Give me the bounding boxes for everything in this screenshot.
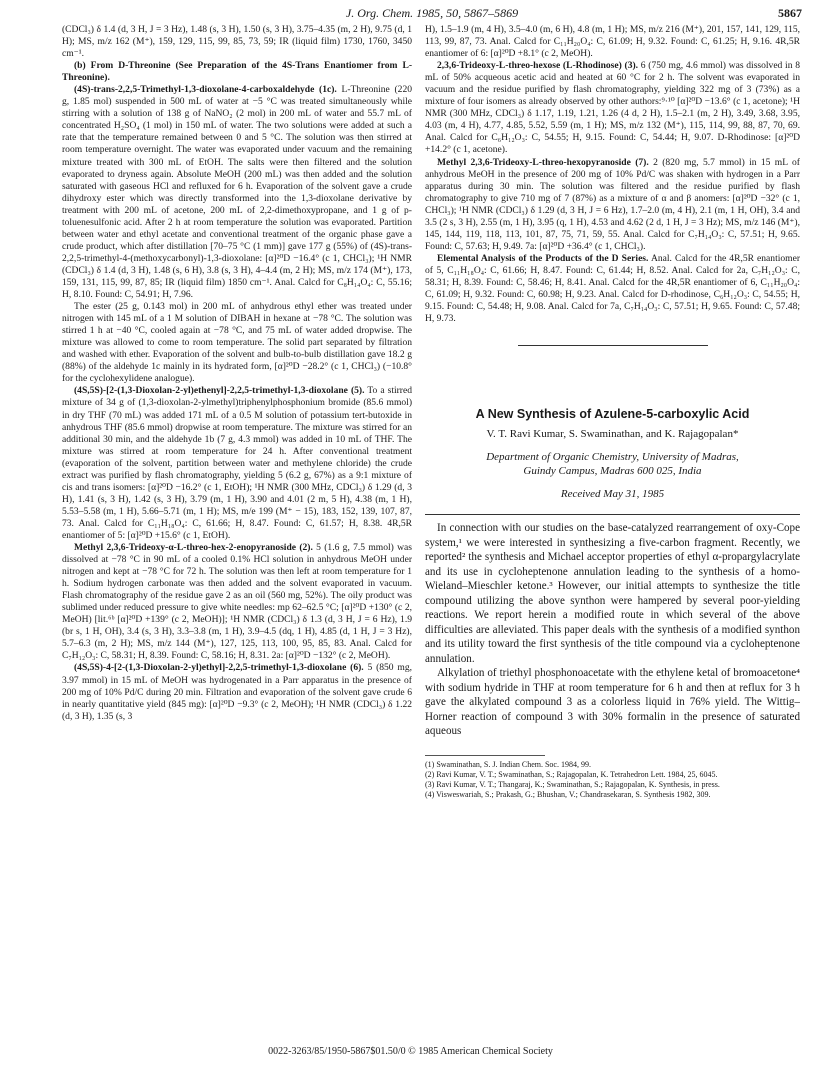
experimental-continuation <box>425 24 800 325</box>
affiliation-line: Department of Organic Chemistry, University of Madras, <box>486 451 739 464</box>
copyright-footer: 0022-3263/85/1950-5867$01.50/0 © 1985 American Chemical Society <box>268 1046 553 1057</box>
affiliation-line: Guindy Campus, Madras 600 025, India <box>523 465 702 478</box>
procedure-paragraph: Methyl 2,3,6-Trideoxy-L-threo-hexopyranoside (7). 2 (820 mg, 5.7 mmol) in 15 mL of anhydrous MeOH in the presence of 200 mg of 10% Pd/C was shaken with hydrogen in a Parr apparatus during 30 min. The solution was filtered and the residue purified by flash chromatography to give 710 mg of 7 (87%) as a mixture of α and β anomers: [α]²⁰D −32° (c 1, CHCl₃); ¹H NMR (CDCl₃) δ 1.29 (d, 3 H, J = 6 Hz), 1.7–2.0 (m, 4 H), 2.1 (m, 1 H, OH), 3.4 and 3.5 (2 s, 3 H), 2.55 (m, 1 H), 3.95 (q, 1 H), 4.53 and 4.62 (2 d, 1 H, J = 3 Hz); MS, m/z 146 (M⁺), 145, 144, 119, 118, 113, 101, 87, 75, 71, 59, 55. Anal. Calcd for C₇H₁₄O₃: C, 57.51; H, 9.65. Found: C, 57.63; H, 9.49. 7a: [α]²⁰D +36.4° (c 1, CHCl₃). <box>425 156 800 252</box>
compound-heading: Elemental Analysis of the Products of the D Series. <box>437 252 649 264</box>
compound-heading: (4S,5S)-[2-(1,3-Dioxolan-2-yl)ethenyl]-2,2,5-trimethyl-1,3-dioxolane (5). <box>74 385 365 397</box>
section-heading: (b) From D-Threonine (See Preparation of the 4S-Trans Enantiomer from L-Threonine). <box>62 60 412 84</box>
compound-heading: (4S,5S)-4-[2-(1,3-Dioxolan-2-yl)ethyl]-2,2,5-trimethyl-1,3-dioxolane (6). <box>74 662 364 674</box>
procedure-paragraph: (4S,5S)-4-[2-(1,3-Dioxolan-2-yl)ethyl]-2,2,5-trimethyl-1,3-dioxolane (6). 5 (850 mg, 3.97 mmol) in 15 mL of MeOH was hydrogenated in a Parr apparatus in the presence of 200 mg of 10% Pd/C during 20 min. Filtration and evaporation of the solvent gave crude 6 in nearly quantitative yield (845 mg): [α]²⁰D −9.3° (c 2, MeOH); ¹H NMR (CDCl₃) δ 1.22 (d, 3 H), 1.35 (s, 3 <box>62 662 412 722</box>
compound-heading: (4S)-trans-2,2,5-Trimethyl-1,3-dioxolane-4-carboxaldehyde (1c). <box>74 84 337 96</box>
article-rule <box>425 514 800 515</box>
page-header <box>62 6 802 24</box>
footnote: (1) Swaminathan, S. J. Indian Chem. Soc. 1984, 99. <box>425 759 591 769</box>
right-column <box>425 24 800 1044</box>
footnote: (2) Ravi Kumar, V. T.; Swaminathan, S.; Rajagopalan, K. Tetrahedron Lett. 1984, 25, 6045. <box>425 769 718 779</box>
procedure-paragraph: (4S,5S)-[2-(1,3-Dioxolan-2-yl)ethenyl]-2,2,5-trimethyl-1,3-dioxolane (5). To a stirred mixture of 34 g of (1,3-dioxolan-2-ylmethyl)triphenylphosphonium bromide (85.6 mmol) in dry THF (70 mL) was added 171 mL of a 0.5 M solution of potassium tert-butoxide in anhydrous THF (85.6 mmol) dropwise at room temperature. The mixture was stirred for an additional 30 min, and the aldehyde 1b (7 g, 4.3 mmol) was added in 10 mL of THF. The mixture was stirred at room temperature for 24 h. After conventional treatment (evaporation of the solvent, partition between water and methylene chloride) the crude extract was purified by flash chromatography, yielding 5 (6.2 g, 67%) as a 9:1 mixture of cis and trans isomers: [α]²⁰D −16.2° (c 1, EtOH); ¹H NMR (300 MHz, CDCl₃) δ 1.29 (d, 3 H), 1.41 (s, 3 H), 1.42 (s, 3 H), 3.79 (m, 1 H), 3.90 and 4.01 (2 m, 5 H), 4.38 (m, 1 H), 5.53–5.58 (m, 1 H), 5.66–5.71 (m, 1 H); MS, m/e 199 (M⁺ − 15), 183, 152, 139, 107, 87, 73. Anal. Calcd for C₁₁H₁₈O₄: C, 61.66; H, 8.47. Found: C, 61.57; H, 8.38. 4R,5R enantiomer of 5: [α]²⁰D +15.6° (c 1, EtOH). <box>62 385 412 541</box>
left-column <box>62 24 412 1044</box>
procedure-paragraph: (4S)-trans-2,2,5-Trimethyl-1,3-dioxolane-4-carboxaldehyde (1c). L-Threonine (220 g, 1.85 mol) suspended in 500 mL of water at −5 °C was treated simultaneously while stirring with a solution of 138 g of NaNO₂ (2 mol) in 200 mL of water and 55.7 mL of concentrated H₂SO₄ (1 mol) in 150 mL of water. The two solutions were added at such a rate that the temperature remained between 0 and 5 °C. The solution was then stirred at room temperature overnight. The water was evaporated under vacuum and the remaining mixture treated with 300 mL of EtOH. The salts were then filtered and the solution evaporated to dryness again. Absolute MeOH (200 mL) was then added and the solution saturated with gaseous HCl and refluxed for 6 h. Evaporation of the solvent gave a crude dihydroxy ester which was directly transformed into the 1,3-dioxolane derivative by treatment with 200 mL of acetone, 200 mL of 2,2-dimethoxypropane, and 1 g of p-toluenesulfonic acid. After 2 h at room temperature the solution was evaporated. Partition between water and ethyl acetate and conventional treatment of the organic phase gave a crude product, which after distillation [70–75 °C (1 mm)] gave 177 g (55%) of (4S)-trans-2,2,5-trimethyl-4-(methoxycarbonyl)-1,3-dioxolane: [α]²⁰D −16.4° (c 1, CHCl₃); ¹H NMR (CDCl₃) δ 1.4 (d, 3 H), 1.48 (s, 6 H), 3.8 (s, 3 H), 4–4.4 (m, 2 H); MS, m/z 174 (M⁺), 173, 159, 131, 115, 99, 87, 85; IR (liquid film) 1850 cm⁻¹. Anal. Calcd for C₈H₁₄O₄: C, 55.16; H, 8.10. Found: C, 54.91; H, 7.96. <box>62 84 412 301</box>
compound-heading: Methyl 2,3,6-Trideoxy-α-L-threo-hex-2-enopyranoside (2). <box>74 542 313 554</box>
body-paragraph: In connection with our studies on the base-catalyzed rearrangement of oxy-Cope system,¹ we were interested in synthesizing a five-carbon fragment. Recently, we reported² the synthesis and Michael acceptor properties of ethyl α-propargylacrylate and its use in cycloheptenone annulation leading to the synthesis of a homo-Wieland–Mieschler ketone.³ However, our initial attempts to synthesize the title compound utilizing the above synthon were hampered by several poor-yielding reactions. We report herein a modified route in which several of the above difficulties are alleviated. This paper deals with the synthesis of a modified synthon and its utility toward the first synthesis of the title compound via a cycloheptenone annulation. <box>425 522 800 665</box>
footnote-rule <box>425 755 545 756</box>
article-affiliation <box>425 450 800 478</box>
section-divider <box>518 345 708 346</box>
journal-citation: J. Org. Chem. 1985, 50, 5867–5869 <box>345 6 519 20</box>
received-date: Received May 31, 1985 <box>560 488 665 501</box>
page-number: 5867 <box>778 6 802 20</box>
article-title: A New Synthesis of Azulene-5-carboxylic Acid <box>475 407 750 422</box>
paragraph: The ester (25 g, 0.143 mol) in 200 mL of anhydrous ethyl ether was treated under nitrogen with 145 mL of a 1 M solution of DIBAH in hexane at −78 °C. The solution was stirred 1 h at −40 °C, cooled again at −78 °C, and 75 mL of water added dropwise. The mixture was allowed to come to room temperature. The solid part separated by filtration and washed with ether. Evaporation of the solvent and bulb-to-bulb distillation gave 18.2 g (88%) of the aldehyde 1c mainly in its hydrated form, [α]²⁰D −28.2° (c 1, CHCl₃) (−10.8° for the cyclohexylidene analogue). <box>62 301 412 385</box>
procedure-paragraph: 2,3,6-Trideoxy-L-threo-hexose (L-Rhodinose) (3). 6 (750 mg, 4.6 mmol) was dissolved in 8 mL of 50% acqueous acetic acid and heated at 60 °C for 2 h. The solvent was evaporated in vacuum and the residue purified by flash chromatography, yielding 322 mg of 3 (73%) as a mixture of four isomers as already observed by other authors:⁹·¹⁰ [α]²⁰D −13.6° (c 1, acetone); ¹H NMR (300 MHz, CDCl₃) δ 1.17, 1.19, 1.21, 1.26 (4 d, 2 H), 1.5–2.1 (m, 2 H), 3.49, 3.68, 3.95, 4.03 (m, 4 H), 4.77, 4.85, 5.52, 5.59 (m, 1 H); MS, m/z 132 (M⁺), 115, 114, 99, 88, 87, 70, 69. Anal. Calcd for C₆H₁₂O₃: C, 54.55; H, 9.15. Found: C, 54.44; H, 9.07. D-Rhodinose: [α]²⁰D +14.2° (c 1, acetone). <box>425 60 800 156</box>
compound-heading: 2,3,6-Trideoxy-L-threo-hexose (L-Rhodinose) (3). <box>437 60 639 72</box>
procedure-paragraph: Methyl 2,3,6-Trideoxy-α-L-threo-hex-2-enopyranoside (2). 5 (1.6 g, 7.5 mmol) was dissolved at −78 °C in 90 mL of a cooled 0.1% HCl solution in anhydrous MeOH under nitrogen and kept at −78 °C for 72 h. The solution was then left at room temperature for 1 h. Sodium hydrogen carbonate was then added and the solvent evaporated in vacuum. Flash chromatography of the residue gave 2 as an oil (560 mg, 52%). The oily product was sublimed under reduced pressure to give white needles: mp 62–62.5 °C; [α]²⁰D +130° (c 2, MeOH) [lit.⁶ᵇ [α]²⁰D +139° (c 2, MeOH)]; ¹H NMR (CDCl₃) δ 1.3 (d, 3 H, J = 6 Hz), 1.9 (br s, 1 H, OH), 3.4 (s, 3 H), 3.3–3.8 (m, 1 H), 3.9–4.5 (dq, 1 H), 4.85 (d, 1 H, J = 3 Hz), 5.7–6.3 (m, 2 H); MS, m/z 144 (M⁺), 127, 125, 113, 100, 95, 85, 83. Anal. Calcd for C₇H₁₂O₃: C, 58.31; H, 8.39. Found: C, 58.16; H, 8.31. 2a: [α]²⁰D −132° (c 2, MeOH). <box>62 542 412 662</box>
article-authors: V. T. Ravi Kumar, S. Swaminathan, and K. Rajagopalan* <box>486 428 739 441</box>
article-body <box>425 521 800 739</box>
compound-heading: Methyl 2,3,6-Trideoxy-L-threo-hexopyranoside (7). <box>437 156 649 168</box>
paragraph: H), 1.5–1.9 (m, 4 H), 3.5–4.0 (m, 6 H), 4.8 (m, 1 H); MS, m/z 216 (M⁺), 201, 157, 141, 129, 115, 113, 99, 87, 73. Anal. Calcd for C₁₁H₂₀O₄: C, 61.09; H, 9.32. Found: C, 61.25; H, 9.16. 4R,5R enantiomer of 6: [α]²⁰D +8.1° (c 2, MeOH). <box>425 24 800 60</box>
footnote: (3) Ravi Kumar, V. T.; Thangaraj, K.; Swaminathan, S.; Rajagopalan, K. Synthesis, in press. <box>425 779 720 789</box>
footnotes <box>425 760 800 800</box>
procedure-paragraph: Elemental Analysis of the Products of the D Series. Anal. Calcd for the 4R,5R enantiomer of 5, C₁₁H₁₈O₄: C, 61.66; H, 8.47. Found: C, 61.44; H, 8.52. Anal. Calcd for 2a, C₇H₁₂O₃: C, 58.31; H, 8.39. Found: C, 58.46; H, 8.41. Anal. Calcd for the 4R,5R enantiomer of 6, C₁₁H₂₀O₄: C, 61.09; H, 9.32. Found: C, 60.98; H, 9.23. Anal. Calcd for D-rhodinose, C₆H₁₂O₃: C, 54.55; H, 9.15. Found: C, 54.48; H, 9.08. Anal. Calcd for 7a, C₇H₁₄O₃: C, 57.51; H, 9.65. Found: C, 57.48; H, 9.73. <box>425 252 800 325</box>
paragraph: (CDCl₃) δ 1.4 (d, 3 H, J = 3 Hz), 1.48 (s, 3 H), 1.50 (s, 3 H), 3.75–4.35 (m, 2 H), 9.75 (d, 1 H); MS, m/z 162 (M⁺), 159, 129, 115, 99, 85, 73, 59; IR (liquid film) 1730, 1760, 3450 cm⁻¹. <box>62 24 412 60</box>
body-paragraph: Alkylation of triethyl phosphonoacetate with the ethylene ketal of bromoacetone⁴ with sodium hydride in THF at room temperature for 6 h and then at reflux for 3 h gave the alkylated compound 3 as a colorless liquid in 76% yield. The Wittig–Horner reaction of compound 3 with 30% formalin in the presence of saturated aqueous <box>425 667 800 738</box>
footnote: (4) Visweswariah, S.; Prakash, G.; Bhushan, V.; Chandrasekaran, S. Synthesis 1982, 309. <box>425 789 711 799</box>
